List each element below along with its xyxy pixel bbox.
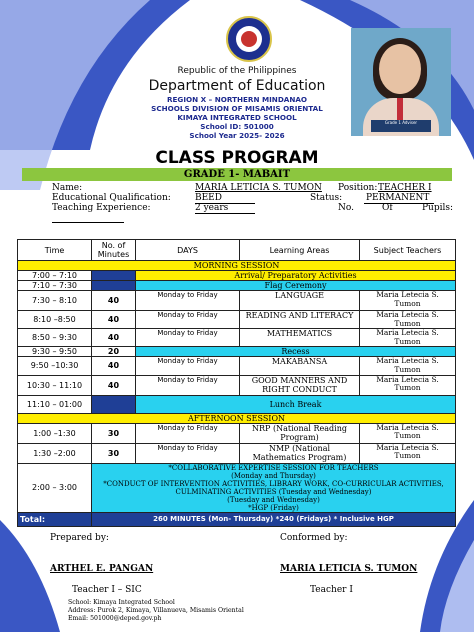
- prepared-label: Prepared by:: [50, 533, 109, 543]
- time-cell: 2:00 – 3:00: [18, 463, 92, 512]
- header-days: DAYS: [136, 240, 240, 261]
- time-cell: 11:10 – 01:00: [18, 395, 92, 413]
- position-value: TEACHER I: [378, 183, 432, 193]
- activity-cell: Flag Ceremony: [136, 281, 456, 291]
- time-cell: 7:30 – 8:10: [18, 291, 92, 311]
- page-title: CLASS PROGRAM: [155, 148, 319, 168]
- area-cell: READING AND LITERACY: [240, 311, 360, 329]
- time-cell: 7:00 – 7:10: [18, 271, 92, 281]
- footer-school: School: Kimaya Integrated School: [68, 599, 175, 606]
- experience-label: Teaching Experience:: [52, 203, 151, 213]
- days-cell: Monday to Friday: [136, 423, 240, 443]
- time-cell: 9:50 –10:30: [18, 357, 92, 375]
- table-row: [18, 281, 456, 291]
- minutes-cell: 40: [92, 329, 136, 347]
- area-cell: NMP (National Mathematics Program): [240, 443, 360, 463]
- days-cell: Monday to Friday: [136, 291, 240, 311]
- area-cell: LANGUAGE: [240, 291, 360, 311]
- pupils-underline: [52, 222, 124, 223]
- table-row: [18, 347, 456, 357]
- total-row: [18, 512, 456, 526]
- experience-value: 2 years: [195, 203, 229, 213]
- prepared-name: ARTHEL E. PANGAN: [50, 564, 154, 574]
- experience-underline: [195, 213, 255, 214]
- activity-line: (Tuesday and Wednesday): [227, 495, 320, 504]
- time-cell: 1:30 –2:00: [18, 443, 92, 463]
- activity-cell: Lunch Break: [136, 395, 456, 413]
- header-teachers: Subject Teachers: [360, 240, 456, 261]
- afternoon-session-row: [18, 413, 456, 423]
- division-text: SCHOOLS DIVISION OF MISAMIS ORIENTAL: [151, 104, 323, 113]
- status-label: Status:: [310, 193, 343, 203]
- days-cell: Monday to Friday: [136, 311, 240, 329]
- qualification-label: Educational Qualification:: [52, 193, 171, 203]
- activity-cell: Recess: [136, 347, 456, 357]
- days-cell: Monday to Friday: [136, 443, 240, 463]
- teacher-photo: [351, 28, 451, 136]
- days-cell: Monday to Friday: [136, 357, 240, 375]
- minutes-cell: [92, 271, 136, 281]
- status-value: PERMANENT: [366, 193, 430, 203]
- footer-address: Address: Purok 2, Kimaya, Villanueva, Misamis Oriental: [68, 607, 244, 614]
- table-row: [18, 311, 456, 329]
- name-value: MARIA LETICIA S. TUMON: [195, 183, 322, 193]
- table-row: [18, 395, 456, 413]
- activity-line: *HGP (Friday): [248, 503, 299, 512]
- minutes-cell: 20: [92, 347, 136, 357]
- activity-line: *COLLABORATIVE EXPERTISE SESSION FOR TEACHERS: [168, 463, 379, 472]
- teacher-cell: Maria Letecia S. Tumon: [360, 443, 456, 463]
- activity-line: *CONDUCT OF INTERVENTION ACTIVITIES, LIBRARY WORK, CO-CURRICULAR ACTIVITIES, CULMINATING ACTIVITIES (Tuesday and Wednesday): [103, 479, 444, 496]
- minutes-cell: [92, 281, 136, 291]
- area-cell: MAKABANSA: [240, 357, 360, 375]
- table-row: [18, 463, 456, 512]
- conformed-name: MARIA LETICIA S. TUMON: [280, 564, 418, 574]
- table-row: [18, 291, 456, 311]
- photo-caption: Grade 1 Adviser: [371, 120, 431, 132]
- of-label: Of: [382, 203, 393, 213]
- class-program-page: [14, 8, 460, 628]
- time-cell: 8:10 –8:50: [18, 311, 92, 329]
- activity-cell: Arrival/ Preparatory Activities: [136, 271, 456, 281]
- conformed-label: Conformed by:: [280, 533, 348, 543]
- table-row: [18, 271, 456, 281]
- minutes-cell: 40: [92, 375, 136, 395]
- teacher-cell: Maria Letecia S. Tumon: [360, 329, 456, 347]
- activity-line: (Monday and Thursday): [231, 471, 316, 480]
- days-cell: Monday to Friday: [136, 329, 240, 347]
- morning-session-row: [18, 261, 456, 271]
- name-label: Name:: [52, 183, 83, 193]
- teacher-cell: Maria Letecia S. Tumon: [360, 291, 456, 311]
- school-year: School Year 2025- 2026: [189, 131, 285, 140]
- time-cell: 7:10 – 7:30: [18, 281, 92, 291]
- header-minutes: No. of Minutes: [92, 240, 136, 261]
- header-areas: Learning Areas: [240, 240, 360, 261]
- minutes-cell: 30: [92, 443, 136, 463]
- teacher-cell: Maria Letecia S. Tumon: [360, 357, 456, 375]
- area-cell: GOOD MANNERS AND RIGHT CONDUCT: [240, 375, 360, 395]
- position-label: Position:: [338, 183, 378, 193]
- school-id: School ID: 501000: [200, 122, 274, 131]
- table-row: [18, 329, 456, 347]
- department-title: Department of Education: [148, 78, 326, 94]
- minutes-cell: 40: [92, 291, 136, 311]
- minutes-cell: [92, 395, 136, 413]
- time-cell: 10:30 – 11:10: [18, 375, 92, 395]
- teacher-cell: Maria Letecia S. Tumon: [360, 311, 456, 329]
- region-text: REGION X – NORTHERN MINDANAO: [166, 95, 308, 104]
- table-row: [18, 357, 456, 375]
- days-cell: Monday to Friday: [136, 375, 240, 395]
- minutes-cell: 40: [92, 311, 136, 329]
- footer-address-block: [62, 597, 290, 632]
- afternoon-session-label: AFTERNOON SESSION: [18, 413, 456, 423]
- schedule-table: [17, 239, 456, 527]
- minutes-cell: 40: [92, 357, 136, 375]
- qualification-value: BEED: [195, 193, 222, 203]
- total-label: Total:: [18, 512, 92, 526]
- deped-seal-logo: [226, 16, 272, 62]
- grade-banner: GRADE 1- MABAIT: [22, 168, 452, 181]
- table-row: [18, 443, 456, 463]
- total-value: 260 MINUTES (Mon- Thursday) *240 (Fridays) * Inclusive HGP: [92, 512, 456, 526]
- area-cell: NRP (National Reading Program): [240, 423, 360, 443]
- minutes-cell: 30: [92, 423, 136, 443]
- activities-cell: [92, 463, 456, 512]
- school-name: KIMAYA INTEGRATED SCHOOL: [177, 113, 297, 122]
- table-row: [18, 375, 456, 395]
- teacher-cell: Maria Letecia S. Tumon: [360, 423, 456, 443]
- table-header-row: [18, 240, 456, 261]
- republic-text: Republic of the Philippines: [177, 66, 297, 76]
- time-cell: 1:00 –1:30: [18, 423, 92, 443]
- time-cell: 9:30 – 9:50: [18, 347, 92, 357]
- header-time: Time: [18, 240, 92, 261]
- conformed-title: Teacher I: [310, 585, 353, 595]
- footer-email: Email: 501000@deped.gov.ph: [68, 615, 162, 622]
- area-cell: MATHEMATICS: [240, 329, 360, 347]
- no-label: No.: [338, 203, 354, 213]
- morning-session-label: MORNING SESSION: [18, 261, 456, 271]
- time-cell: 8:50 – 9:30: [18, 329, 92, 347]
- table-row: [18, 423, 456, 443]
- pupils-label: Pupils:: [422, 203, 454, 213]
- prepared-title: Teacher I – SIC: [72, 585, 142, 595]
- teacher-cell: Maria Letecia S. Tumon: [360, 375, 456, 395]
